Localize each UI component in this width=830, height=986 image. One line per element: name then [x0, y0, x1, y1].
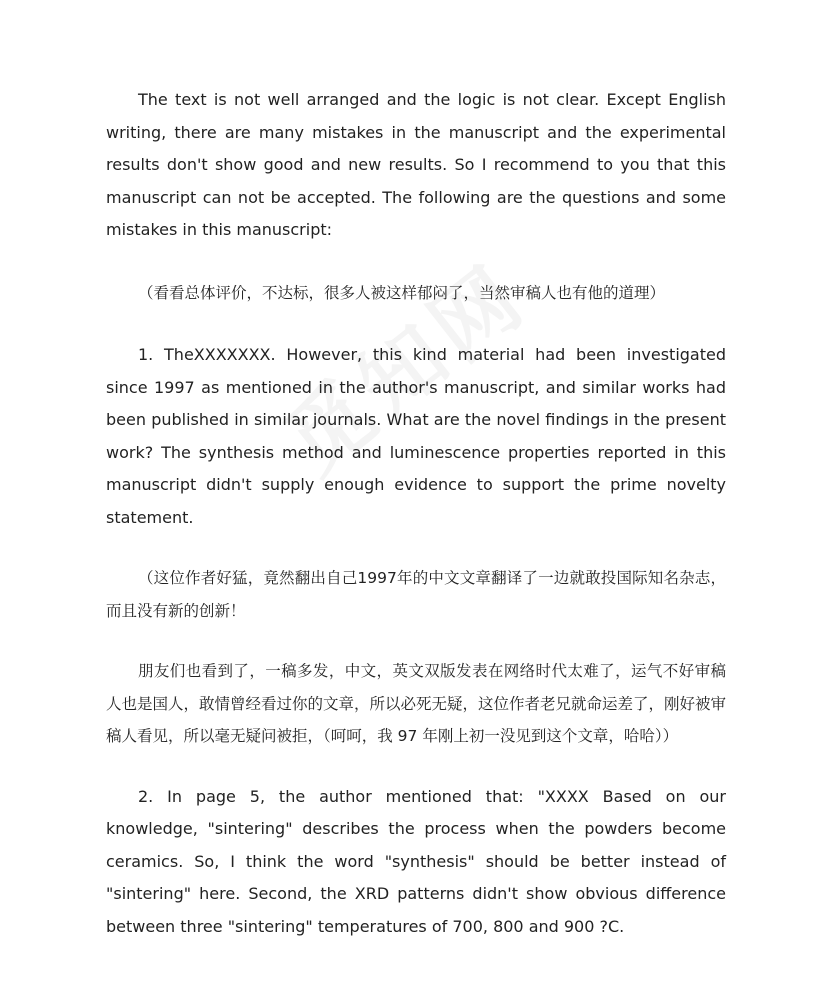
- paragraph-overall-assessment: The text is not well arranged and the logic is not clear. Except English writing, there are many mistakes in the manuscript and the experimental results don't show good and new results. So I recommend to you that this manuscript can not be accepted. The following are the questions and some mistakes in this manuscript:: [106, 90, 726, 239]
- paragraph-question-1: 1. TheXXXXXXX. However, this kind material had been investigated since 1997 as mentioned in the author's manuscript, and similar works had been published in similar journals. What are the novel findings in the present work? The synthesis method and luminescence properties reported in this manuscript didn't supply enough evidence to support the prime novelty statement.: [106, 345, 726, 527]
- paragraph-question-2: 2. In page 5, the author mentioned that: "XXXX Based on our knowledge, "sintering" describes the process when the powders become ceramics. So, I think the word "synthesis" should be better instead of "sintering" here. Second, the XRD patterns didn't show obvious difference between three "sintering" temperatures of 700, 800 and 900 ?C.: [106, 786, 726, 936]
- paragraph-comment-1: （这位作者好猛，竟然翻出自己1997年的中文文章翻译了一边就敢投国际知名杂志，而且没有新的创新！: [106, 569, 726, 620]
- document-body: [106, 84, 726, 943]
- paragraph-comment-2: 朋友们也看到了，一稿多发，中文，英文双版发表在网络时代太难了，运气不好审稿人也是国人，敢情曾经看过你的文章，所以必死无疑，这位作者老兄就命运差了，刚好被审稿人看见，所以毫无疑问被拒，（呵呵，我 97 年刚上初一没见到这个文章，哈哈））: [106, 662, 727, 745]
- paragraph-comment-overall: （看看总体评价，不达标，很多人被这样郁闷了，当然审稿人也有他的道理）: [138, 283, 666, 302]
